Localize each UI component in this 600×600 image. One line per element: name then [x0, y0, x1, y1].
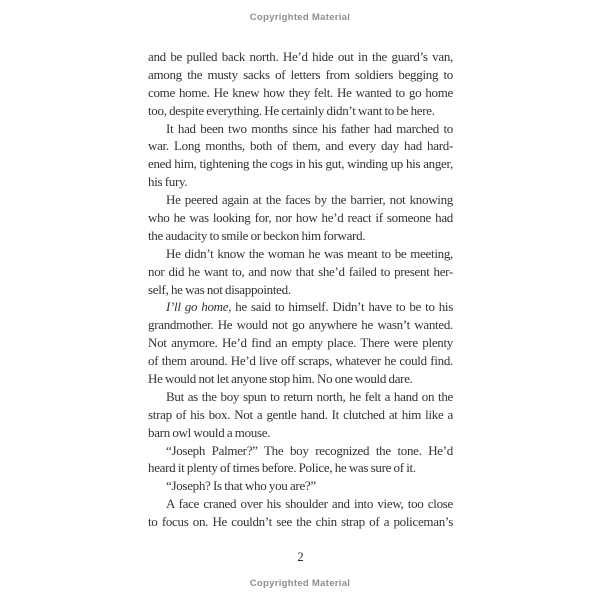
- text-line: self, he was not disappointed.: [148, 281, 291, 297]
- copyright-label-top: Copyrighted Material: [249, 12, 351, 23]
- text-line: too, despite everything. He certainly didn’t want to be here.: [148, 102, 435, 118]
- text-line: But as the boy spun to return north, he felt a hand on the: [166, 388, 453, 404]
- text-line: nor did he want to, and now that she’d failed to present her-: [148, 263, 453, 279]
- text-line: A face craned over his shoulder and into view, too close: [166, 496, 453, 512]
- text-line: of them around. He’d live off scraps, whatever he could find.: [148, 353, 453, 369]
- text-line: among the musty sacks of letters from soldiers begging to: [148, 66, 453, 82]
- text-line: barn owl would a mouse.: [148, 424, 271, 440]
- text-line: strap of his box. Not a gentle hand. It clutched at him like a: [148, 406, 453, 422]
- text-line: who he was looking for, nor how he’d react if someone had: [148, 210, 453, 226]
- text-line: “Joseph? Is that who you are?”: [166, 478, 316, 494]
- text-line: to focus on. He couldn’t see the chin strap of a policeman’s: [148, 514, 453, 530]
- page-number: 2: [297, 549, 304, 564]
- text-block: [148, 48, 453, 531]
- text-line: “Joseph Palmer?” The boy recognized the tone. He’d: [166, 442, 453, 458]
- text-line: I’ll go home, he said to himself. Didn’t have to be to his: [166, 299, 454, 315]
- text-line: It had been two months since his father had marched to: [166, 120, 453, 136]
- text-line: ened him, tightening the cogs in his gut, winding up his anger,: [148, 156, 453, 172]
- copyright-label-bottom: Copyrighted Material: [249, 578, 351, 589]
- text-line: come home. He knew how they felt. He wanted to go home: [148, 84, 453, 100]
- text-line: his fury.: [148, 174, 188, 190]
- text-line: He peered again at the faces by the barrier, not knowing: [166, 192, 453, 208]
- text-line: heard it plenty of times before. Police, he was sure of it.: [148, 460, 416, 476]
- text-line: and be pulled back north. He’d hide out in the guard’s van,: [148, 49, 453, 64]
- text-line: Not anymore. He’d find an empty place. There were plenty: [148, 335, 453, 351]
- text-line: grandmother. He would not go anywhere he wasn’t wanted.: [148, 317, 453, 333]
- text-line: He didn’t know the woman he was meant to be meeting,: [166, 245, 453, 261]
- text-line: He would not let anyone stop him. No one would dare.: [148, 371, 413, 387]
- text-line: war. Long months, both of them, and every day had hard-: [148, 138, 453, 154]
- text-line: the audacity to smile or beckon him forward.: [148, 227, 366, 243]
